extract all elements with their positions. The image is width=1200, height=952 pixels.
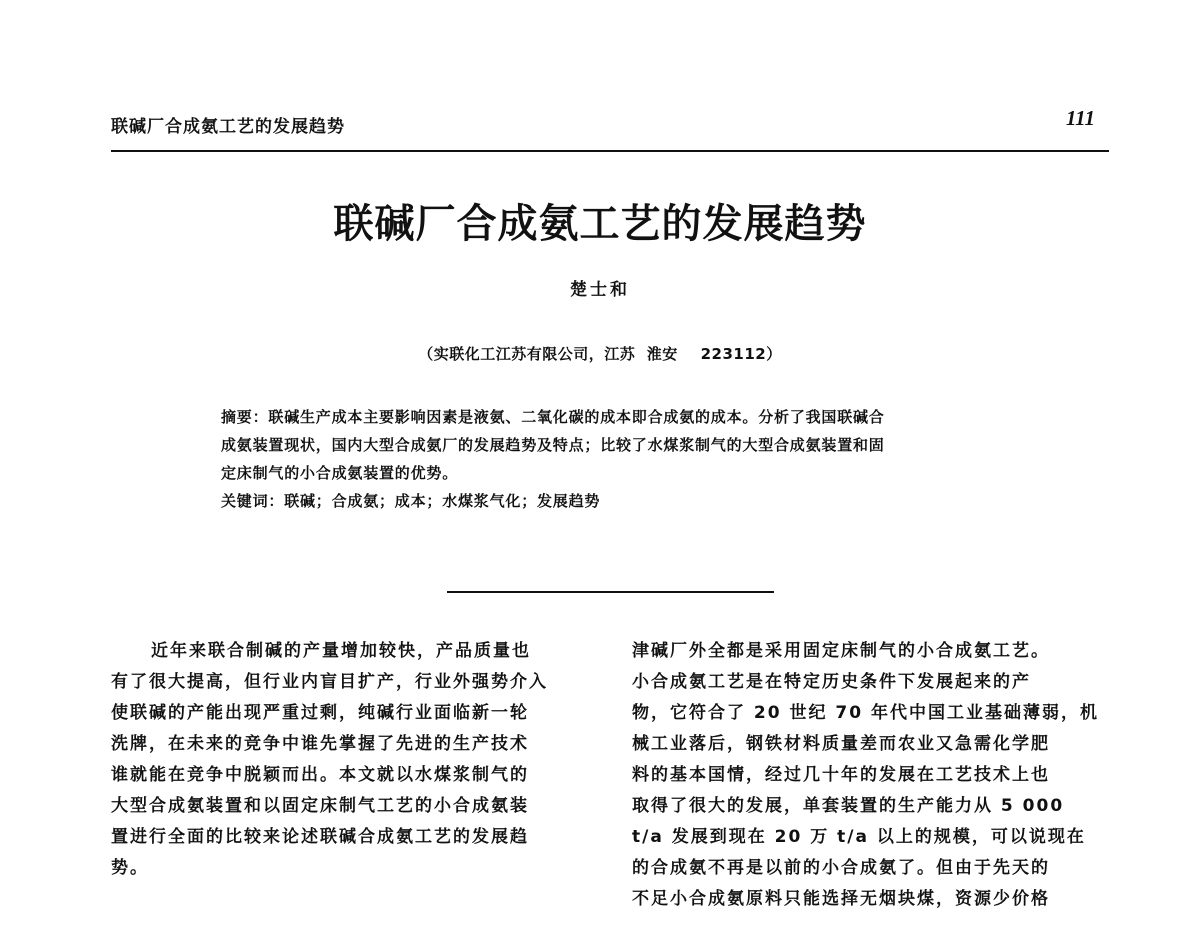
- author-name: 楚士和: [570, 280, 630, 300]
- body-line: 使联碱的产能出现严重过剩，纯碱行业面临新一轮: [111, 703, 529, 723]
- keywords: [221, 487, 1011, 515]
- body-line: 的合成氨不再是以前的小合成氨了。但由于先天的: [632, 858, 1050, 878]
- abstract-label: 摘要：: [221, 408, 269, 426]
- header-rule: [111, 150, 1109, 152]
- body-line: 取得了很大的发展，单套装置的生产能力从 5 000: [632, 796, 1065, 816]
- abstract-line: 成氨装置现状，国内大型合成氨厂的发展趋势及特点；比较了水煤浆制气的大型合成氨装置和固: [221, 436, 885, 454]
- body-line: 势。: [111, 858, 149, 878]
- body-line: 料的基本国情，经过几十年的发展在工艺技术上也: [632, 765, 1050, 785]
- keywords-label: 关键词：: [221, 492, 285, 510]
- abstract-text: [221, 403, 1011, 487]
- body-column-right: [632, 636, 1110, 915]
- body-line: 近年来联合制碱的产量增加较快，产品质量也: [151, 641, 531, 661]
- body-line: 有了很大提高，但行业内盲目扩产，行业外强势介入: [111, 672, 548, 692]
- abstract-line: 定床制气的小合成氨装置的优势。: [221, 464, 459, 482]
- author-affiliation: （实联化工江苏有限公司，江苏 淮安 223112）: [418, 345, 782, 363]
- keywords-text: 联碱；合成氨；成本；水煤浆气化；发展趋势: [284, 492, 601, 510]
- body-line: 不足小合成氨原料只能选择无烟块煤，资源少价格: [632, 889, 1050, 909]
- body-line: 津碱厂外全都是采用固定床制气的小合成氨工艺。: [632, 641, 1050, 661]
- article-title: 联碱厂合成氨工艺的发展趋势: [333, 200, 867, 247]
- body-line: 置进行全面的比较来论述联碱合成氨工艺的发展趋: [111, 827, 529, 847]
- abstract-line-text: 联碱生产成本主要影响因素是液氨、二氧化碳的成本即合成氨的成本。分析了我国联碱合: [268, 408, 885, 426]
- body-line: 大型合成氨装置和以固定床制气工艺的小合成氨装: [111, 796, 529, 816]
- abstract-line: [221, 408, 885, 426]
- body-line: 小合成氨工艺是在特定历史条件下发展起来的产: [632, 672, 1031, 692]
- body-line: 谁就能在竞争中脱颖而出。本文就以水煤浆制气的: [111, 765, 529, 785]
- page-number: 111: [1065, 106, 1095, 130]
- body-column-left: [111, 636, 593, 884]
- body-line: 械工业落后，钢铁材料质量差而农业又急需化学肥: [632, 734, 1050, 754]
- body-line: 洗牌，在未来的竞争中谁先掌握了先进的生产技术: [111, 734, 529, 754]
- section-divider: [447, 591, 774, 593]
- body-line: t/a 发展到现在 20 万 t/a 以上的规模，可以说现在: [632, 827, 1086, 847]
- running-title: 联碱厂合成氨工艺的发展趋势: [111, 117, 345, 137]
- body-line: 物，它符合了 20 世纪 70 年代中国工业基础薄弱，机: [632, 703, 1099, 723]
- running-header: [111, 106, 1109, 140]
- abstract-block: [221, 403, 1011, 515]
